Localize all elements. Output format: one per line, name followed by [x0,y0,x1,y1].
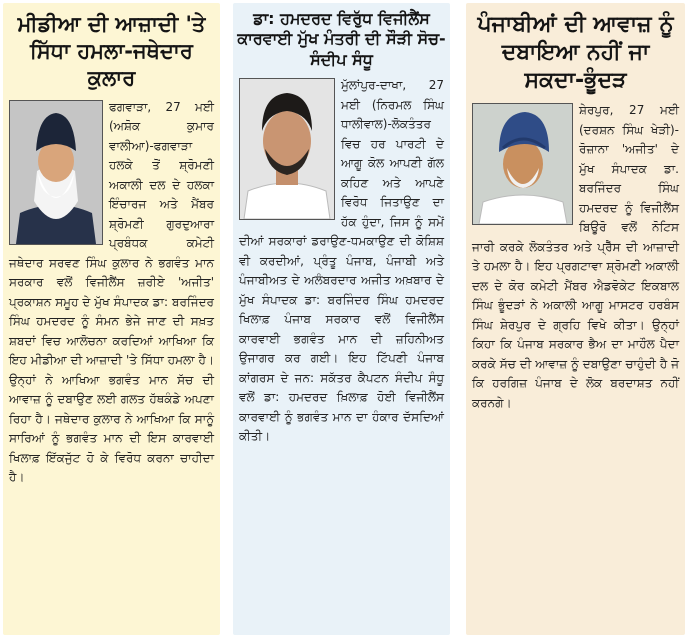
article-body: ਮੁੱਲਾਂਪੁਰ-ਦਾਖਾ, 27 ਮਈ (ਨਿਰਮਲ ਸਿੰਘ ਧਾਲੀਵਾਲ)-ਲੋਕਤੰਤਰ ਵਿਚ ਹਰ ਪਾਰਟੀ ਦੇ ਆਗੂ ਕੋਲ ਆਪਣੀ ਗੱਲ ਕਹਿਣ ਅਤੇ ਆਪਣੇ ਵਿਰੋਧ ਜਿਤਾਉਣ ਦਾ ਹੱਕ ਹੁੰਦਾ, ਜਿਸ ਨੂੰ ਸਮੇਂ ਦੀਆਂ ਸਰਕਾਰਾਂ ਡਰਾਉਣ-ਧਮਕਾਉਣ ਦੀ ਕੋਸ਼ਿਸ਼ ਵੀ ਕਰਦੀਆਂ, ਪ੍ਰੰਤੂ ਪੰਜਾਬ, ਪੰਜਾਬੀ ਅਤੇ ਪੰਜਾਬੀਅਤ ਦੇ ਅਲੰਬਰਦਾਰ ਅਜੀਤ ਅਖ਼ਬਾਰ ਦੇ ਮੁੱਖ ਸੰਪਾਦਕ ਡਾ: ਬਰਜਿੰਦਰ ਸਿੰਘ ਹਮਦਰਦ ਖਿਲਾਫ਼ ਪੰਜਾਬ ਸਰਕਾਰ ਵਲੋਂ ਵਿਜੀਲੈਂਸ ਕਾਰਵਾਈ ਭਗਵੰਤ ਮਾਨ ਦੀ ਜ਼ਹਿਨੀਅਤ ਉਜਾਗਰ ਕਰ ਗਈ। ਇਹ ਟਿੱਪਣੀ ਪੰਜਾਬ ਕਾਂਗਰਸ ਦੇ ਜਨ: ਸਕੱਤਰ ਕੈਪਟਨ ਸੰਦੀਪ ਸੰਧੂ ਵਲੋਂ ਡਾ: ਹਮਦਰਦ ਖ਼ਿਲਾਫ਼ ਹੋਈ ਵਿਜੀਲੈਂਸ ਕਾਰਵਾਈ ਨੂੰ ਭਗਵੰਤ ਮਾਨ ਦਾ ਹੰਕਾਰ ਦੱਸਦਿਆਂ ਕੀਤੀ। [239,78,444,444]
person-photo [472,103,573,225]
article-body: ਸ਼ੇਰਪੁਰ, 27 ਮਈ (ਦਰਸ਼ਨ ਸਿੰਘ ਖੇੜੀ)-ਰੋਜ਼ਾਨਾ 'ਅਜੀਤ' ਦੇ ਮੁੱਖ ਸੰਪਾਦਕ ਡਾ. ਬਰਜਿੰਦਰ ਸਿੰਘ ਹਮਦਰਦ ਨੂੰ ਵਿਜੀਲੈਂਸ ਬਿਊਰੋ ਵਲੋਂ ਨੋਟਿਸ ਜਾਰੀ ਕਰਕੇ ਲੋਕਤੰਤਰ ਅਤੇ ਪ੍ਰੈੱਸ ਦੀ ਆਜ਼ਾਦੀ ਤੇ ਹਮਲਾ ਹੈ। ਇਹ ਪ੍ਰਗਟਾਵਾ ਸ਼੍ਰੋਮਣੀ ਅਕਾਲੀ ਦਲ ਦੇ ਕੋਰ ਕਮੇਟੀ ਮੈਂਬਰ ਐਡਵੋਕੇਟ ਇਕਬਾਲ ਸਿੰਘ ਭੂੰਦੜਾਂ ਨੇ ਅਕਾਲੀ ਆਗੂ ਮਾਸਟਰ ਹਰਬੰਸ ਸਿੰਘ ਸ਼ੇਰਪੁਰ ਦੇ ਗ੍ਰਹਿ ਵਿਖੇ ਕੀਤਾ। ਉਨ੍ਹਾਂ ਕਿਹਾ ਕਿ ਪੰਜਾਬ ਸਰਕਾਰ ਭੈਅ ਦਾ ਮਾਹੌਲ ਪੈਦਾ ਕਰਕੇ ਸੱਚ ਦੀ ਆਵਾਜ਼ ਨੂੰ ਦਬਾਉਣਾ ਚਾਹੁੰਦੀ ਹੈ ਜੋ ਕਿ ਹਰਗਿਜ਼ ਪੰਜਾਬ ਦੇ ਲੋਕ ਬਰਦਾਸ਼ਤ ਨਹੀਂ ਕਰਨਗੇ। [472,103,679,410]
article-body-wrapper [466,101,685,413]
person-photo [239,78,335,220]
article-body: ਫਗਵਾੜਾ, 27 ਮਈ (ਅਸ਼ੋਕ ਕੁਮਾਰ ਵਾਲੀਆ)-ਫਗਵਾੜਾ ਹਲਕੇ ਤੋਂ ਸ਼੍ਰੋਮਣੀ ਅਕਾਲੀ ਦਲ ਦੇ ਹਲਕਾ ਇੰਚਾਰਜ ਅਤੇ ਮੈਂਬਰ ਸ਼੍ਰੋਮਣੀ ਗੁਰਦੁਆਰਾ ਪ੍ਰਬੰਧਕ ਕਮੇਟੀ ਜਥੇਦਾਰ ਸਰਵਣ ਸਿੰਘ ਕੁਲਾਰ ਨੇ ਭਗਵੰਤ ਮਾਨ ਸਰਕਾਰ ਵਲੋਂ ਵਿਜੀਲੈਂਸ ਜ਼ਰੀਏ 'ਅਜੀਤ' ਪ੍ਰਕਾਸ਼ਨ ਸਮੂਹ ਦੇ ਮੁੱਖ ਸੰਪਾਦਕ ਡਾ: ਬਰਜਿੰਦਰ ਸਿੰਘ ਹਮਦਰਦ ਨੂੰ ਸੰਮਨ ਭੇਜੇ ਜਾਣ ਦੀ ਸਖ਼ਤ ਸ਼ਬਦਾਂ ਵਿਚ ਆਲੋਚਨਾ ਕਰਦਿਆਂ ਆਖਿਆ ਕਿ ਇਹ ਮੀਡੀਆ ਦੀ ਆਜ਼ਾਦੀ 'ਤੇ ਸਿੱਧਾ ਹਮਲਾ ਹੈ। ਉਨ੍ਹਾਂ ਨੇ ਆਖਿਆ ਭਗਵੰਤ ਮਾਨ ਸੱਚ ਦੀ ਆਵਾਜ਼ ਨੂੰ ਦਬਾਉਣ ਲਈ ਗਲਤ ਹੱਥਕੰਡੇ ਅਪਣਾ ਰਿਹਾ ਹੈ। ਜਥੇਦਾਰ ਕੁਲਾਰ ਨੇ ਆਖਿਆ ਕਿ ਸਾਨੂੰ ਸਾਰਿਆਂ ਨੂੰ ਭਗਵੰਤ ਮਾਨ ਦੀ ਇਸ ਕਾਰਵਾਈ ਖਿਲਾਫ਼ ਇੱਕਜੁੱਟ ਹੋ ਕੇ ਵਿਰੋਧ ਕਰਨਾ ਚਾਹੀਦਾ ਹੈ। [9,99,214,485]
article-body-wrapper [3,98,220,488]
article-column-1 [3,3,220,635]
turbaned-man-portrait [10,101,102,244]
article-body-wrapper [233,76,450,447]
turbaned-man-portrait [473,104,572,224]
person-photo [9,100,103,245]
article-headline: ਮੀਡੀਆ ਦੀ ਆਜ਼ਾਦੀ 'ਤੇ ਸਿੱਧਾ ਹਮਲਾ-ਜਥੇਦਾਰ ਕੁਲਾਰ [17,12,206,90]
man-portrait [240,79,334,219]
article-column-2 [233,3,450,635]
article-headline: ਡਾ: ਹਮਦਰਦ ਵਿਰੁੱਧ ਵਿਜੀਲੈਂਸ ਕਾਰਵਾਈ ਮੁੱਖ ਮੰਤਰੀ ਦੀ ਸੌੜੀ ਸੋਚ-ਸੰਦੀਪ ਸੰਧੂ [237,9,446,69]
article-headline: ਪੰਜਾਬੀਆਂ ਦੀ ਆਵਾਜ਼ ਨੂੰ ਦਬਾਇਆ ਨਹੀਂ ਜਾ ਸਕਦਾ-ਭੂੰਦੜ [477,12,674,94]
article-column-3 [466,3,685,635]
